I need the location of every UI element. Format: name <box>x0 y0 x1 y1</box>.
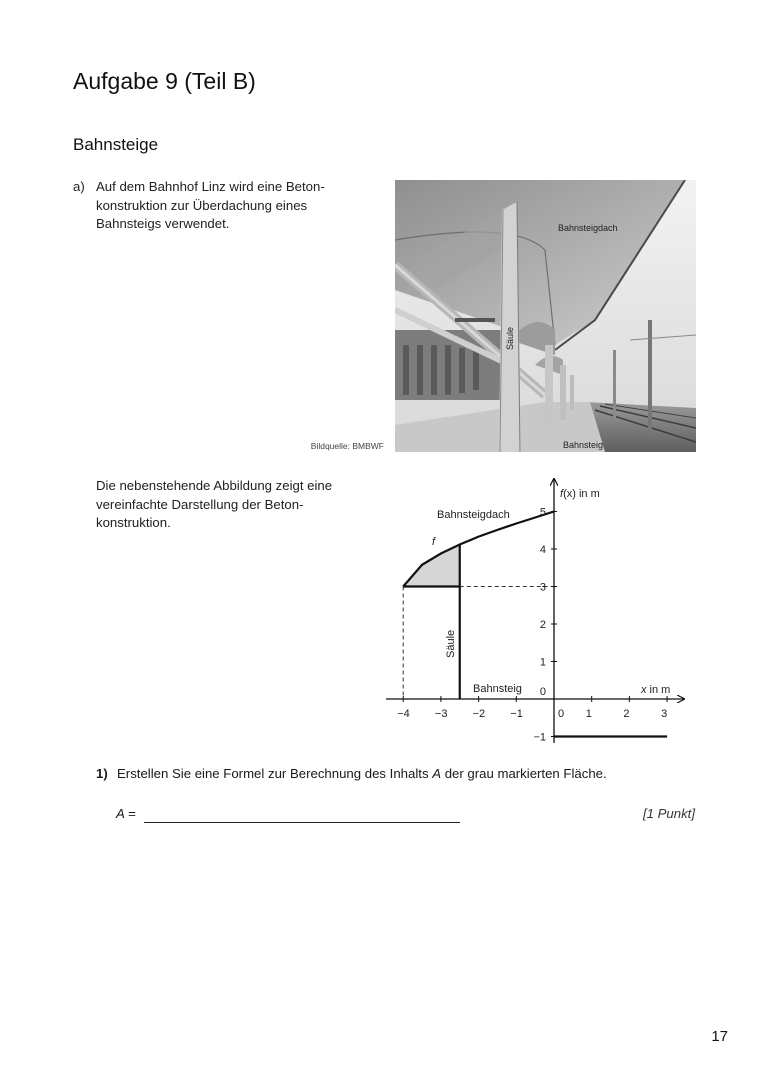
x-tick-label: 2 <box>623 708 630 720</box>
x-tick-label: −2 <box>472 708 486 720</box>
platform-photo <box>395 180 696 452</box>
y-axis-label: f(x) in m <box>560 488 600 500</box>
page-number: 17 <box>711 1028 728 1045</box>
x-tick-label: −3 <box>434 708 448 720</box>
points-label: [1 Punkt] <box>642 806 695 821</box>
x-tick-label: −1 <box>510 708 523 720</box>
diagram-label-platform: Bahnsteig <box>473 683 522 695</box>
part-label: a) <box>73 179 85 194</box>
photo-credit: Bildquelle: BMBWF <box>310 441 384 451</box>
function-label: f <box>432 536 436 548</box>
y-tick-label: 3 <box>539 581 546 594</box>
y-tick-label: 5 <box>539 506 546 519</box>
x-tick-label: 0 <box>558 708 565 720</box>
answer-label: A = <box>116 806 136 821</box>
diagram-label-pillar: Säule <box>445 629 457 658</box>
task-text: Erstellen Sie eine Formel zur Berechnung des Inhalts A der grau markierten Fläche. <box>117 766 607 781</box>
x-tick-label: 1 <box>585 708 592 720</box>
shaded-area <box>403 545 460 587</box>
x-tick-label: −4 <box>397 708 410 720</box>
construction-diagram <box>378 475 696 747</box>
y-tick-label: 1 <box>539 656 546 669</box>
photo-label-roof: Bahnsteigdach <box>558 223 618 233</box>
x-axis-label: x in m <box>641 684 671 696</box>
diagram-label-roof: Bahnsteigdach <box>437 509 510 521</box>
photo-label-platform: Bahnsteig <box>563 440 604 450</box>
y-tick-label: 2 <box>539 619 546 631</box>
x-tick-label: 3 <box>661 708 668 720</box>
page-title: Aufgabe 9 (Teil B) <box>73 68 256 94</box>
intro-text: Auf dem Bahnhof Linz wird eine Betonkonstruktion zur Überdachung eines Bahnsteigs verwendet. <box>96 179 325 231</box>
y-tick-label: 4 <box>539 544 546 556</box>
photo-label-pillar: Säule <box>505 326 515 350</box>
origin-label: 0 <box>539 686 546 698</box>
task-number: 1) <box>96 766 108 781</box>
answer-field[interactable] <box>144 822 460 823</box>
section-title: Bahnsteige <box>73 135 159 154</box>
description-text: Die nebenstehende Abbildung zeigt eine vereinfachte Darstellung der Betonkonstruktion. <box>96 478 333 530</box>
y-tick-label: −1 <box>533 731 546 744</box>
